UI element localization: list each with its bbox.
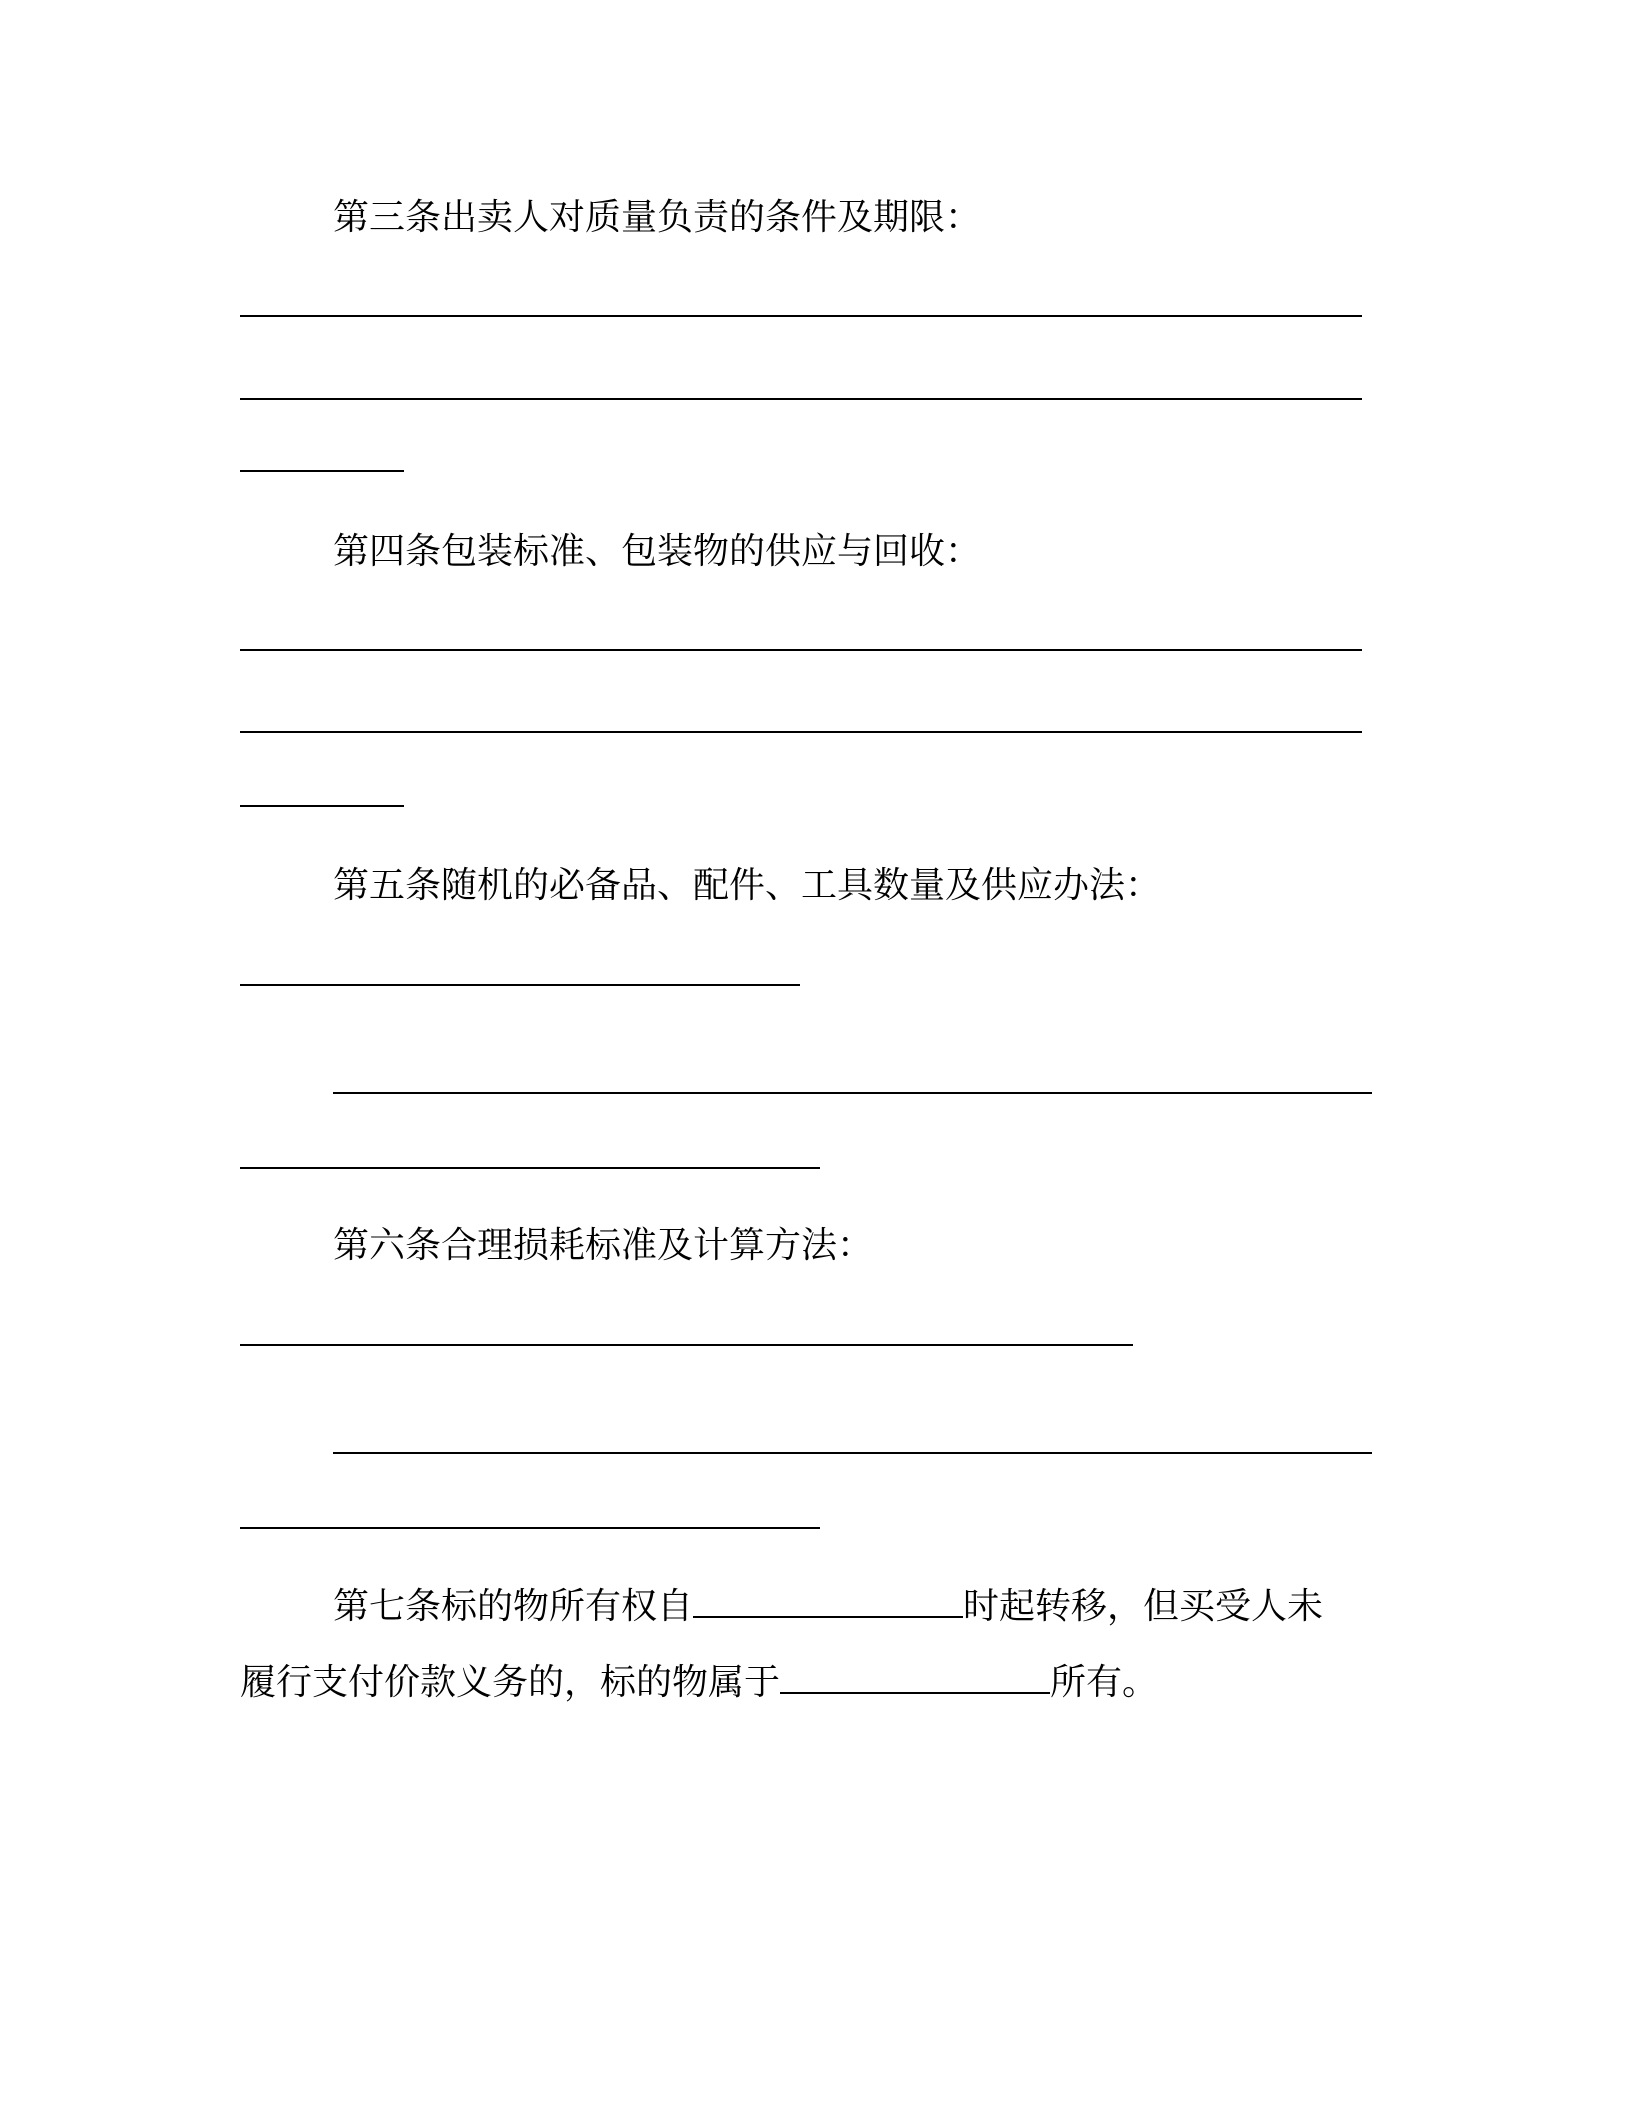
fill-in-line <box>333 1452 1372 1454</box>
fill-in-line <box>240 805 404 807</box>
article-7-text: 所有。 <box>1050 1662 1159 1703</box>
fill-in-line <box>240 649 1362 651</box>
fill-in-line <box>240 1167 820 1169</box>
fill-in-line <box>240 731 1362 733</box>
fill-in-line <box>240 470 404 472</box>
article-4-heading: 第四条包装标准、包装物的供应与回收： <box>333 531 982 572</box>
article-6-heading: 第六条合理损耗标准及计算方法： <box>333 1225 874 1266</box>
article-3-heading: 第三条出卖人对质量负责的条件及期限： <box>333 197 982 238</box>
fill-in-line <box>240 398 1362 400</box>
fill-in-line <box>240 1344 1133 1346</box>
article-7-text: 第七条标的物所有权自 <box>333 1586 694 1627</box>
article-5-heading: 第五条随机的必备品、配件、工具数量及供应办法： <box>333 865 1162 906</box>
fill-in-line <box>240 984 800 986</box>
fill-in-line <box>333 1092 1372 1094</box>
article-7-line-1 <box>333 1585 1323 1629</box>
fill-in-line <box>240 315 1362 317</box>
article-7-line-2 <box>240 1661 1158 1705</box>
fill-in-line <box>240 1527 820 1529</box>
article-7-text: 时起转移，但买受人未 <box>963 1586 1324 1627</box>
article-7-text: 履行支付价款义务的，标的物属于 <box>240 1662 781 1703</box>
fill-in-blank <box>780 1664 1050 1694</box>
fill-in-blank <box>693 1588 963 1618</box>
